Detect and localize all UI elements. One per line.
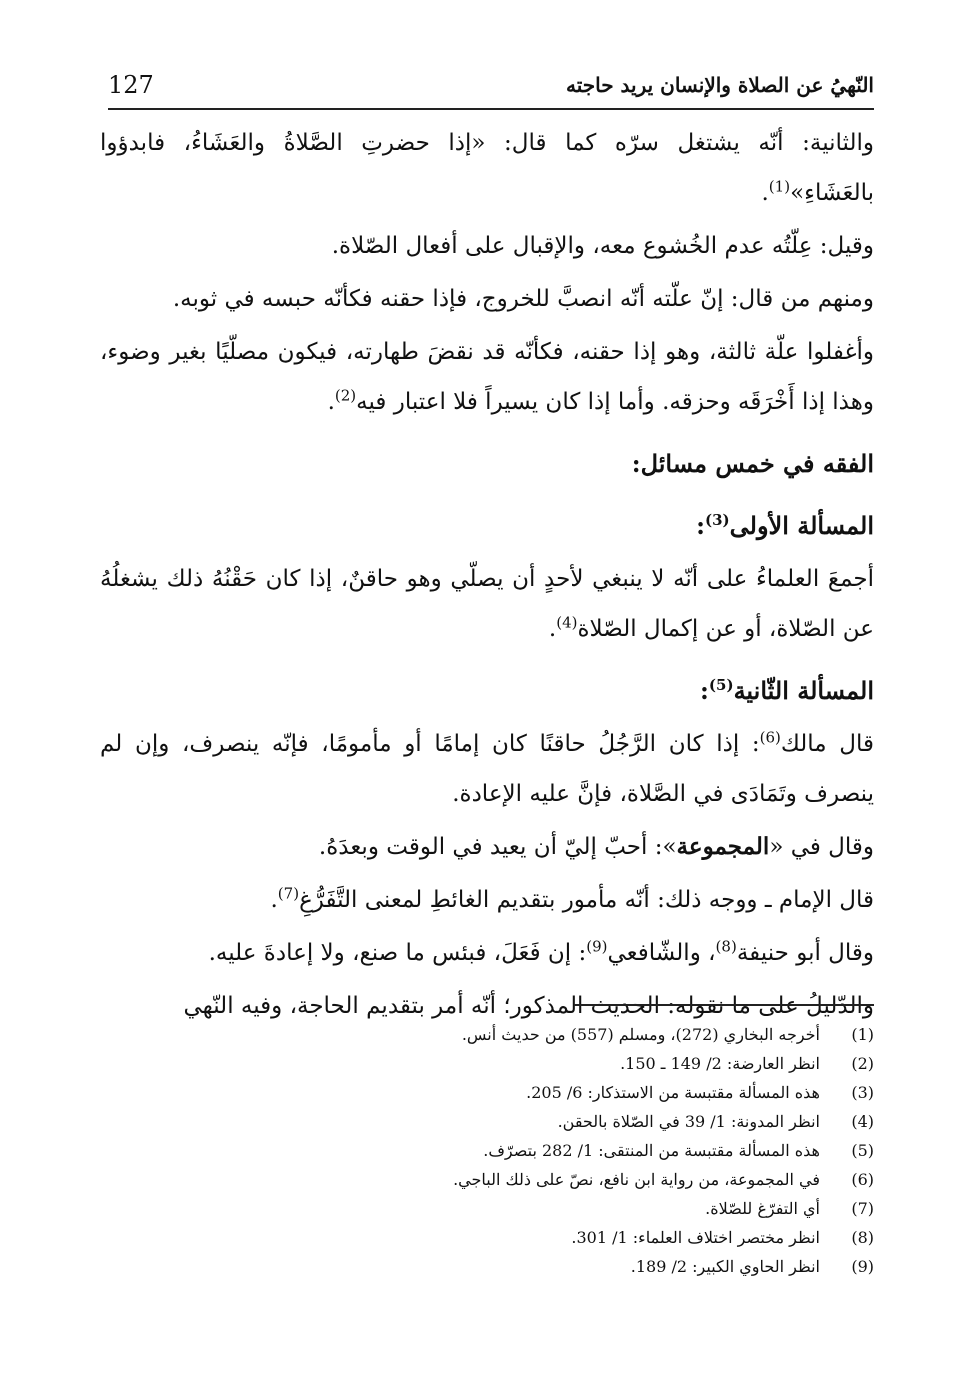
footnote-ref: (7)	[277, 884, 300, 903]
issue-heading	[100, 501, 874, 551]
paragraph-text: وأغفلوا علّة ثالثة، وهو إذا حقنه، فكأنّه قد نقضَ طهارته، فيكون مصلّيًا بغير وضوء، وهذا إذا أَخْرَقَه وحزقه. وأما إذا كان يسيراً فلا اعتبار فيه	[100, 339, 874, 415]
paragraph: وقيل: عِلّتُه عدم الخُشوع معه، والإقبال على أفعال الصّلاة.	[331, 233, 874, 259]
footnote-ref: (9)	[586, 937, 608, 956]
footnote	[110, 1252, 874, 1281]
paragraph-text: »: أحبّ إليّ أن يعيد في الوقت وبعدَهُ.	[318, 834, 677, 860]
punctuation: .	[270, 887, 278, 913]
paragraph-text: قال الإمام ـ ووجه ذلك: أنّه مأمور بتقديم الغائطِ لمعنى التَّفَرُّغِ	[299, 887, 874, 913]
running-title: النّهيُ عن الصلاة والإنسان يريد حاجته	[565, 73, 874, 97]
punctuation: .	[327, 389, 335, 415]
paragraph-text: أجمعَ العلماءُ على أنّه لا ينبغي لأحدٍ أن يصلّي وهو حاقنٌ، إذا كان حَقْنُهُ ذلك يشغلُهُ عن الصّلاة، أو عن إكمال الصّلاة	[100, 566, 874, 642]
footnote-ref: (8)	[715, 937, 737, 956]
footnote-ref: (3)	[704, 511, 730, 529]
paragraph	[100, 822, 874, 872]
paragraph: والدّليلُ على ما نقوله: الحديث المذكور؛ أنّه أمر بتقديم الحاجة، وفيه النّهي	[183, 993, 874, 1019]
footnote	[110, 1136, 874, 1165]
footnote-number: (7)	[851, 1199, 874, 1218]
section-heading: الفقه في خمس مسائل:	[631, 449, 874, 478]
heading-text: المسألة الثّانية	[733, 676, 874, 705]
paragraph	[100, 554, 874, 654]
footnote-number: (2)	[851, 1054, 874, 1073]
page-number: 127	[108, 71, 154, 99]
footnote-text: انظر مختصر اختلاف العلماء: 1/ 301.	[571, 1228, 820, 1247]
footnote-number: (1)	[851, 1025, 874, 1044]
footnote	[110, 1049, 874, 1078]
heading-text: المسألة الأولى	[729, 511, 874, 540]
footnote-number: (5)	[851, 1141, 874, 1160]
paragraph-text: والثانية: أنّه يشتغل سرّه كما قال: «إذا حضرتِ الصَّلاةُ والعَشَاءُ، فابدؤوا بالعَشَاءِ»	[100, 130, 874, 206]
footnote-text: أي التفرّغ للصّلاة.	[705, 1199, 820, 1218]
issue-heading	[100, 666, 874, 716]
footnote-text: انظر المدونة: 1/ 39 في الصّلاة بالحقن.	[557, 1112, 820, 1131]
paragraph	[100, 327, 874, 427]
paragraph-text: وقال أبو حنيفة	[736, 940, 874, 966]
paragraph	[100, 719, 874, 819]
footnote-text: هذه المسألة مقتبسة من الاستذكار: 6/ 205.	[526, 1083, 820, 1102]
paragraph-text: قال مالك	[780, 731, 874, 757]
footnote-ref: (2)	[334, 386, 357, 405]
footnote	[110, 1194, 874, 1223]
paragraph: ومنهم من قال: إنّ علّته أنّه انصبَّ للخروج، فإذا حقنه فكأنّه حبسه في ثوبه.	[172, 286, 874, 312]
footnote-number: (9)	[851, 1257, 874, 1276]
footnote-number: (3)	[851, 1083, 874, 1102]
footnote-text: هذه المسألة مقتبسة من المنتقى: 1/ 282 بتصرّف.	[483, 1141, 820, 1160]
footnote	[110, 1165, 874, 1194]
footnote-text: أخرجه البخاري (272)، ومسلم (557) من حديث أنس.	[461, 1025, 820, 1044]
punctuation: :	[700, 676, 709, 705]
footnote-ref: (4)	[556, 613, 578, 632]
footnote-ref: (1)	[768, 177, 791, 196]
book-title: المجموعة	[676, 833, 770, 860]
paragraph-text: وقال في «	[769, 834, 874, 860]
punctuation: .	[548, 616, 557, 642]
footnote	[110, 1020, 874, 1049]
footnotes-list	[110, 1020, 874, 1281]
footnote-number: (8)	[851, 1228, 874, 1247]
footnote-text: انظر العارضة: 2/ 149 ـ 150.	[620, 1054, 820, 1073]
page-header	[108, 62, 874, 110]
paragraph-text: ، والشّافعي	[607, 940, 716, 966]
footnote-ref: (5)	[708, 676, 734, 694]
footnote-number: (4)	[851, 1112, 874, 1131]
footnote	[110, 1107, 874, 1136]
footnote	[110, 1223, 874, 1252]
paragraph-text: : إن فَعَلَ، فبئس ما صنع، ولا إعادةَ عليه.	[208, 940, 587, 966]
paragraph	[100, 875, 874, 925]
footnote-number: (6)	[851, 1170, 874, 1189]
paragraph-text: : إذا كان الرَّجُلُ حاقنًا كان إمامًا أو مأمومًا، فإنّه ينصرف، وإن لم ينصرف وتَمَادَى في الصَّلاة، فإنَّ عليه الإعادة.	[100, 731, 874, 807]
footnote-text: في المجموعة، من رواية ابن نافع، نصّ على ذلك الباجي.	[453, 1170, 820, 1189]
punctuation: :	[696, 511, 705, 540]
paragraph	[100, 118, 874, 218]
punctuation: .	[761, 180, 769, 206]
footnote-ref: (6)	[759, 728, 781, 747]
footnote	[110, 1078, 874, 1107]
footnote-divider	[574, 1004, 874, 1006]
footnote-text: انظر الحاوي الكبير: 2/ 189.	[630, 1257, 820, 1276]
paragraph	[100, 928, 874, 978]
main-text	[100, 118, 874, 1034]
